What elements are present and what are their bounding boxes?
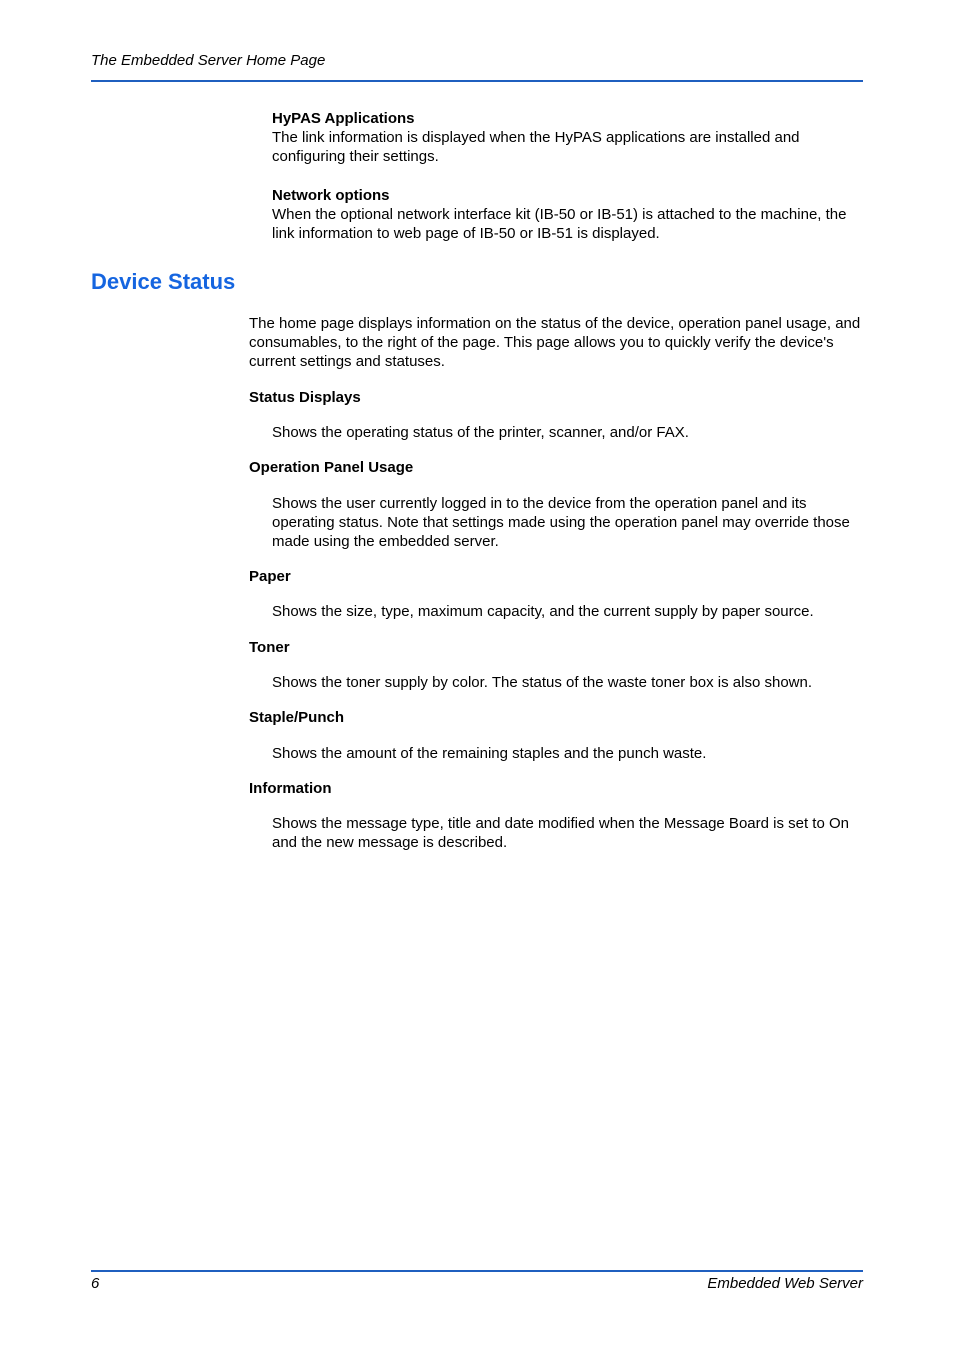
section-intro-text: The home page displays information on the status of the device, operation panel usage, and consumables, to the right of the page. This page allows you to quickly verify the device's current settings and statuses.: [249, 315, 861, 370]
item-body: [272, 423, 863, 442]
hypas-block: [272, 109, 863, 166]
staple-punch-body: Shows the amount of the remaining staples and the punch waste.: [272, 745, 707, 762]
item-heading: [249, 567, 649, 586]
toner-body: Shows the toner supply by color. The status of the waste toner box is also shown.: [272, 674, 813, 691]
information-body: Shows the message type, title and date modified when the Message Board is set to On and the new message is described.: [272, 815, 849, 851]
footer-rule: [91, 1270, 863, 1272]
header-rule: [91, 80, 863, 82]
paper-heading: Paper: [249, 568, 291, 585]
item-heading: [249, 638, 649, 657]
status-displays-body: Shows the operating status of the printer, scanner, and/or FAX.: [272, 424, 689, 441]
hypas-body: The link information is displayed when the HyPAS applications are installed and configuring their settings.: [272, 129, 800, 165]
item-heading: [249, 708, 649, 727]
status-displays-heading: Status Displays: [249, 389, 361, 406]
item-body: [272, 602, 863, 621]
item-body: [272, 494, 863, 551]
paper-body: Shows the size, type, maximum capacity, and the current supply by paper source.: [272, 603, 814, 620]
operation-panel-heading: Operation Panel Usage: [249, 459, 414, 476]
operation-panel-body: Shows the user currently logged in to the device from the operation panel and its operating status. Note that settings made using the operation panel may override those made using the embedded server.: [272, 495, 850, 550]
item-body: [272, 744, 863, 763]
network-heading: Network options: [272, 187, 390, 204]
item-heading: [249, 388, 649, 407]
running-header: The Embedded Server Home Page: [91, 52, 326, 69]
network-body: When the optional network interface kit (IB-50 or IB-51) is attached to the machine, the link information to web page of IB-50 or IB-51 is displayed.: [272, 206, 847, 242]
section-title: Device Status: [91, 269, 236, 294]
network-block: [272, 186, 867, 243]
hypas-heading: HyPAS Applications: [272, 110, 415, 127]
information-heading: Information: [249, 780, 332, 797]
item-body: [272, 814, 863, 852]
item-heading: [249, 458, 649, 477]
footer-title: Embedded Web Server: [707, 1275, 863, 1292]
item-heading: [249, 779, 649, 798]
toner-heading: Toner: [249, 639, 290, 656]
staple-punch-heading: Staple/Punch: [249, 709, 345, 726]
page-number: 6: [91, 1275, 100, 1292]
section-intro: [249, 314, 866, 371]
item-body: [272, 673, 863, 692]
